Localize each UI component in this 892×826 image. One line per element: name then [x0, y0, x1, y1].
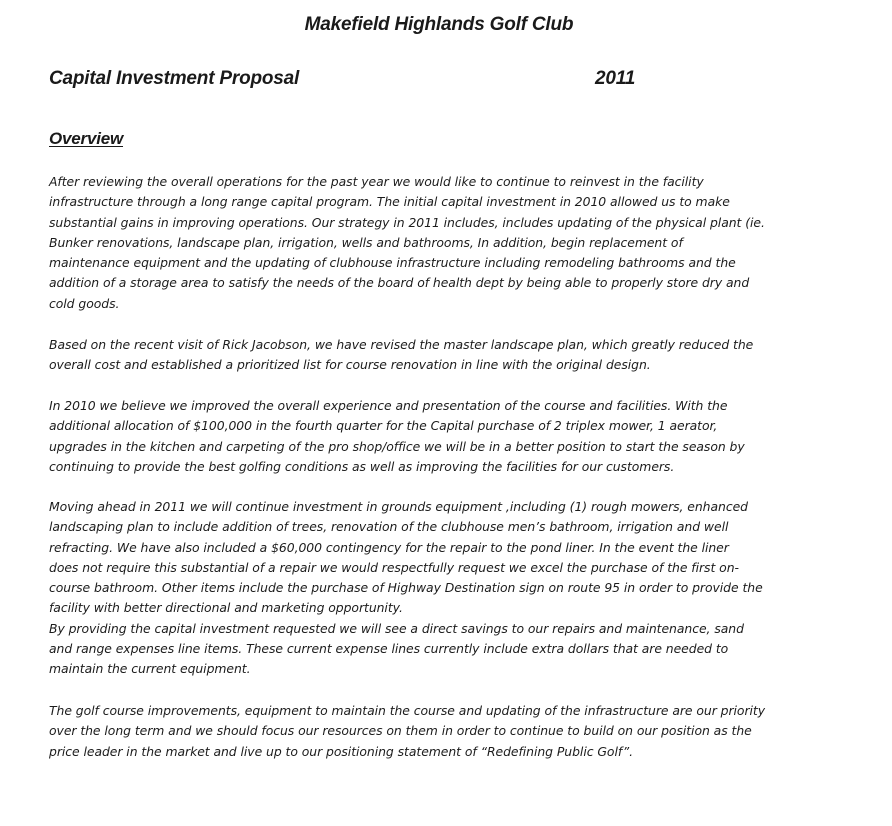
paragraph-line: Moving ahead in 2011 we will continue investment in grounds equipment ,including (1) rough mowers, enhanced — [49, 499, 748, 514]
paragraph-line: continuing to provide the best golfing conditions as well as improving the facilities for our customers. — [49, 458, 675, 474]
paragraph-line: upgrades in the kitchen and carpeting of the pro shop/office we will be in a better position to start the season by — [49, 438, 745, 454]
paragraph-line: and range expenses line items. These current expense lines currently include extra dollars that are needed to — [49, 641, 729, 657]
paragraph-line: maintenance equipment and the updating of clubhouse infrastructure including remodeling bathrooms and the — [49, 255, 736, 271]
paragraph-line: Bunker renovations, landscape plan, irrigation, wells and bathrooms, In addition, begin replacement of — [49, 234, 683, 250]
paragraph-line: Based on the recent visit of Rick Jacobson, we have revised the master landscape plan, which greatly reduced the — [49, 337, 754, 352]
paragraph-line: The golf course improvements, equipment to maintain the course and updating of the infrastructure are our priority — [49, 703, 765, 718]
subtitle-row — [49, 68, 649, 94]
paragraph-line: over the long term and we should focus our resources on them in order to continue to build on our position as the — [49, 723, 752, 739]
paragraph-line: overall cost and established a prioritized list for course renovation in line with the original design. — [49, 357, 651, 373]
paragraph-line: course bathroom. Other items include the purchase of Highway Destination sign on route 95 in order to provide the — [49, 580, 763, 596]
paragraph-line: addition of a storage area to satisfy the needs of the board of health dept by being able to properly store dry and — [49, 275, 750, 291]
paragraph-line: In 2010 we believe we improved the overall experience and presentation of the course and facilities. With the — [49, 398, 728, 413]
paragraph-line: By providing the capital investment requested we will see a direct savings to our repairs and maintenance, sand — [49, 620, 744, 636]
document-title: Makefield Highlands Golf Club — [304, 14, 574, 35]
paragraph-line: does not require this substantial of a repair we would respectfully request we excel the purchase of the first on- — [49, 559, 739, 575]
paragraph-2010-improvements — [49, 396, 869, 477]
paragraph-line: price leader in the market and live up to our positioning statement of “Redefining Public Golf”. — [49, 743, 633, 759]
paragraph-line: substantial gains in improving operations. Our strategy in 2011 includes, includes updating of the physical plant (ie. — [49, 214, 765, 230]
proposal-subtitle: Capital Investment Proposal — [49, 68, 300, 89]
section-heading-overview: Overview — [49, 129, 124, 148]
paragraph-line: facility with better directional and marketing opportunity. — [49, 600, 403, 616]
paragraph-reinvest — [49, 172, 869, 314]
paragraph-landscape-plan — [49, 335, 869, 376]
paragraph-2011-plans — [49, 497, 869, 680]
paragraph-line: landscaping plan to include addition of trees, renovation of the clubhouse men’s bathroom, irrigation and well — [49, 519, 729, 535]
paragraph-line: maintain the current equipment. — [49, 661, 251, 677]
paragraph-line: additional allocation of $100,000 in the fourth quarter for the Capital purchase of 2 triplex mower, 1 aerator, — [49, 418, 718, 434]
paragraph-line: After reviewing the overall operations for the past year we would like to continue to reinvest in the facility — [49, 174, 704, 189]
proposal-year: 2011 — [595, 68, 636, 89]
paragraph-line: infrastructure through a long range capital program. The initial capital investment in 2010 allowed us to make — [49, 194, 730, 210]
paragraph-line: cold goods. — [49, 295, 120, 311]
paragraph-priorities — [49, 701, 869, 762]
paragraph-line: refracting. We have also included a $60,000 contingency for the repair to the pond liner. In the event the liner — [49, 539, 729, 555]
